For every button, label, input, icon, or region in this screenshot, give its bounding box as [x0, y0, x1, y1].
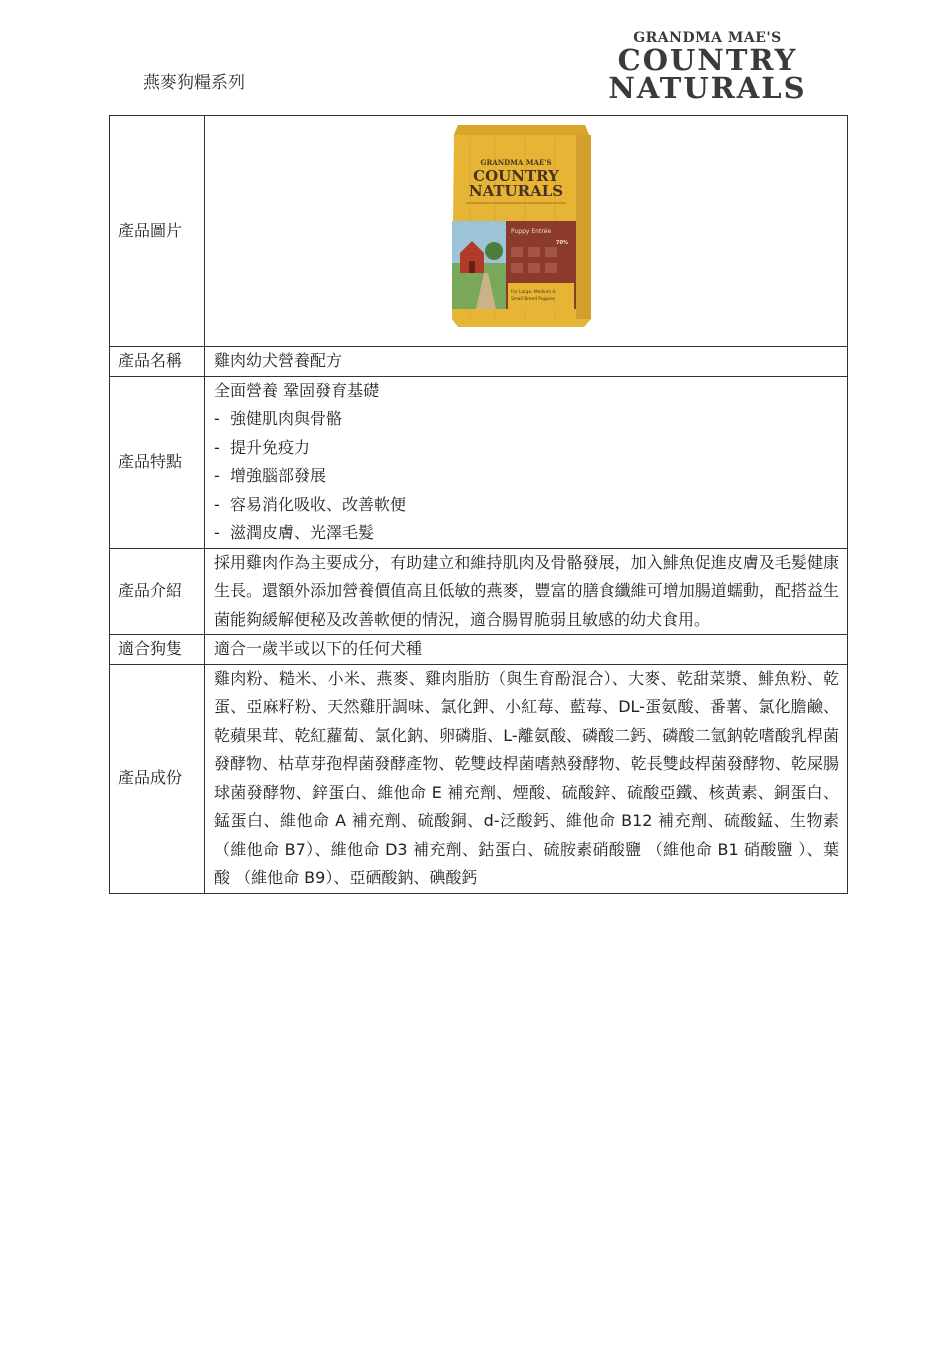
brand-logo	[600, 30, 815, 105]
feature-item: - 增強腦部發展	[214, 462, 839, 491]
product-image-cell	[205, 116, 848, 347]
row-product-features	[110, 376, 848, 548]
feature-item: - 滋潤皮膚、光澤毛髮	[214, 519, 839, 548]
row-product-image	[110, 116, 848, 347]
row-ingredients	[110, 664, 848, 893]
ingredients: 雞肉粉、糙米、小米、燕麥、雞肉脂肪（與生育酚混合）、大麥、乾甜菜漿、鯡魚粉、乾蛋、亞麻籽粉、天然雞肝調味、氯化鉀、小紅莓、藍莓、DL-蛋氨酸、番薯、氯化膽鹼、乾蘋果茸、乾紅蘿蔔、氯化鈉、卵磷脂、L-離氨酸、磷酸二鈣、磷酸二氫鈉乾嗜酸乳桿菌發酵物、枯草芽孢桿菌發酵產物、乾雙歧桿菌嗜熱發酵物、乾長雙歧桿菌發酵物、乾屎腸球菌發酵物、鋅蛋白、維他命 E 補充劑、煙酸、硫酸鋅、硫酸亞鐵、核黃素、銅蛋白、錳蛋白、維他命 A 補充劑、硫酸銅、d-泛酸鈣、維他命 B12 補充劑、硫酸錳、生物素 （維他命 B7）、維他命 D3 補充劑、鈷蛋白、硫胺素硝酸鹽 （維他命 B1 硝酸鹽 ）、葉酸 （維他命 B9）、亞硒酸鈉、碘酸鈣	[205, 664, 848, 893]
bag-brand-line-1: GRANDMA MAE'S	[480, 158, 552, 167]
feature-item: - 容易消化吸收、改善軟便	[214, 491, 839, 520]
product-intro: 採用雞肉作為主要成分，有助建立和維持肌肉及骨骼發展，加入鯡魚促進皮膚及毛髮健康生長。還額外添加營養價值高且低敏的燕麥，豐富的膳食纖維可增加腸道蠕動，配搭益生菌能夠緩解便秘及改善軟便的情況，適合腸胃脆弱且敏感的幼犬食用。	[205, 548, 848, 635]
features-heading: 全面營養 鞏固發育基礎	[214, 380, 380, 400]
label-product-features: 產品特點	[110, 376, 205, 548]
row-product-intro	[110, 548, 848, 635]
product-name: 雞肉幼犬營養配方	[205, 347, 848, 377]
bag-brand-line-2: COUNTRY	[473, 167, 559, 185]
product-features	[205, 376, 848, 548]
bag-brand-line-3: NATURALS	[468, 182, 564, 200]
label-product-intro: 產品介紹	[110, 548, 205, 635]
feature-item: - 提升免疫力	[214, 434, 839, 463]
logo-line-1: GRANDMA MAE'S	[633, 30, 782, 46]
bag-bottom-line-2: Small Breed Puppies	[511, 297, 556, 302]
label-product-image: 產品圖片	[110, 116, 205, 347]
row-product-name	[110, 347, 848, 377]
product-bag-image	[450, 123, 593, 327]
bag-bottom-line-1: For Large, Medium &	[511, 290, 556, 295]
row-suitable-dogs	[110, 635, 848, 665]
suitable-dogs: 適合一歲半或以下的任何犬種	[205, 635, 848, 665]
feature-item: - 強健肌肉與骨骼	[214, 405, 839, 434]
logo-line-2: COUNTRY	[617, 43, 798, 77]
product-spec-table	[109, 115, 848, 894]
logo-line-3: NATURALS	[608, 71, 807, 105]
series-title: 燕麥狗糧系列	[143, 73, 245, 93]
label-ingredients: 產品成份	[110, 664, 205, 893]
bag-percent: 70%	[556, 240, 568, 246]
label-product-name: 產品名稱	[110, 347, 205, 377]
bag-product-name: Puppy Entrée	[511, 228, 552, 235]
label-suitable-dogs: 適合狗隻	[110, 635, 205, 665]
